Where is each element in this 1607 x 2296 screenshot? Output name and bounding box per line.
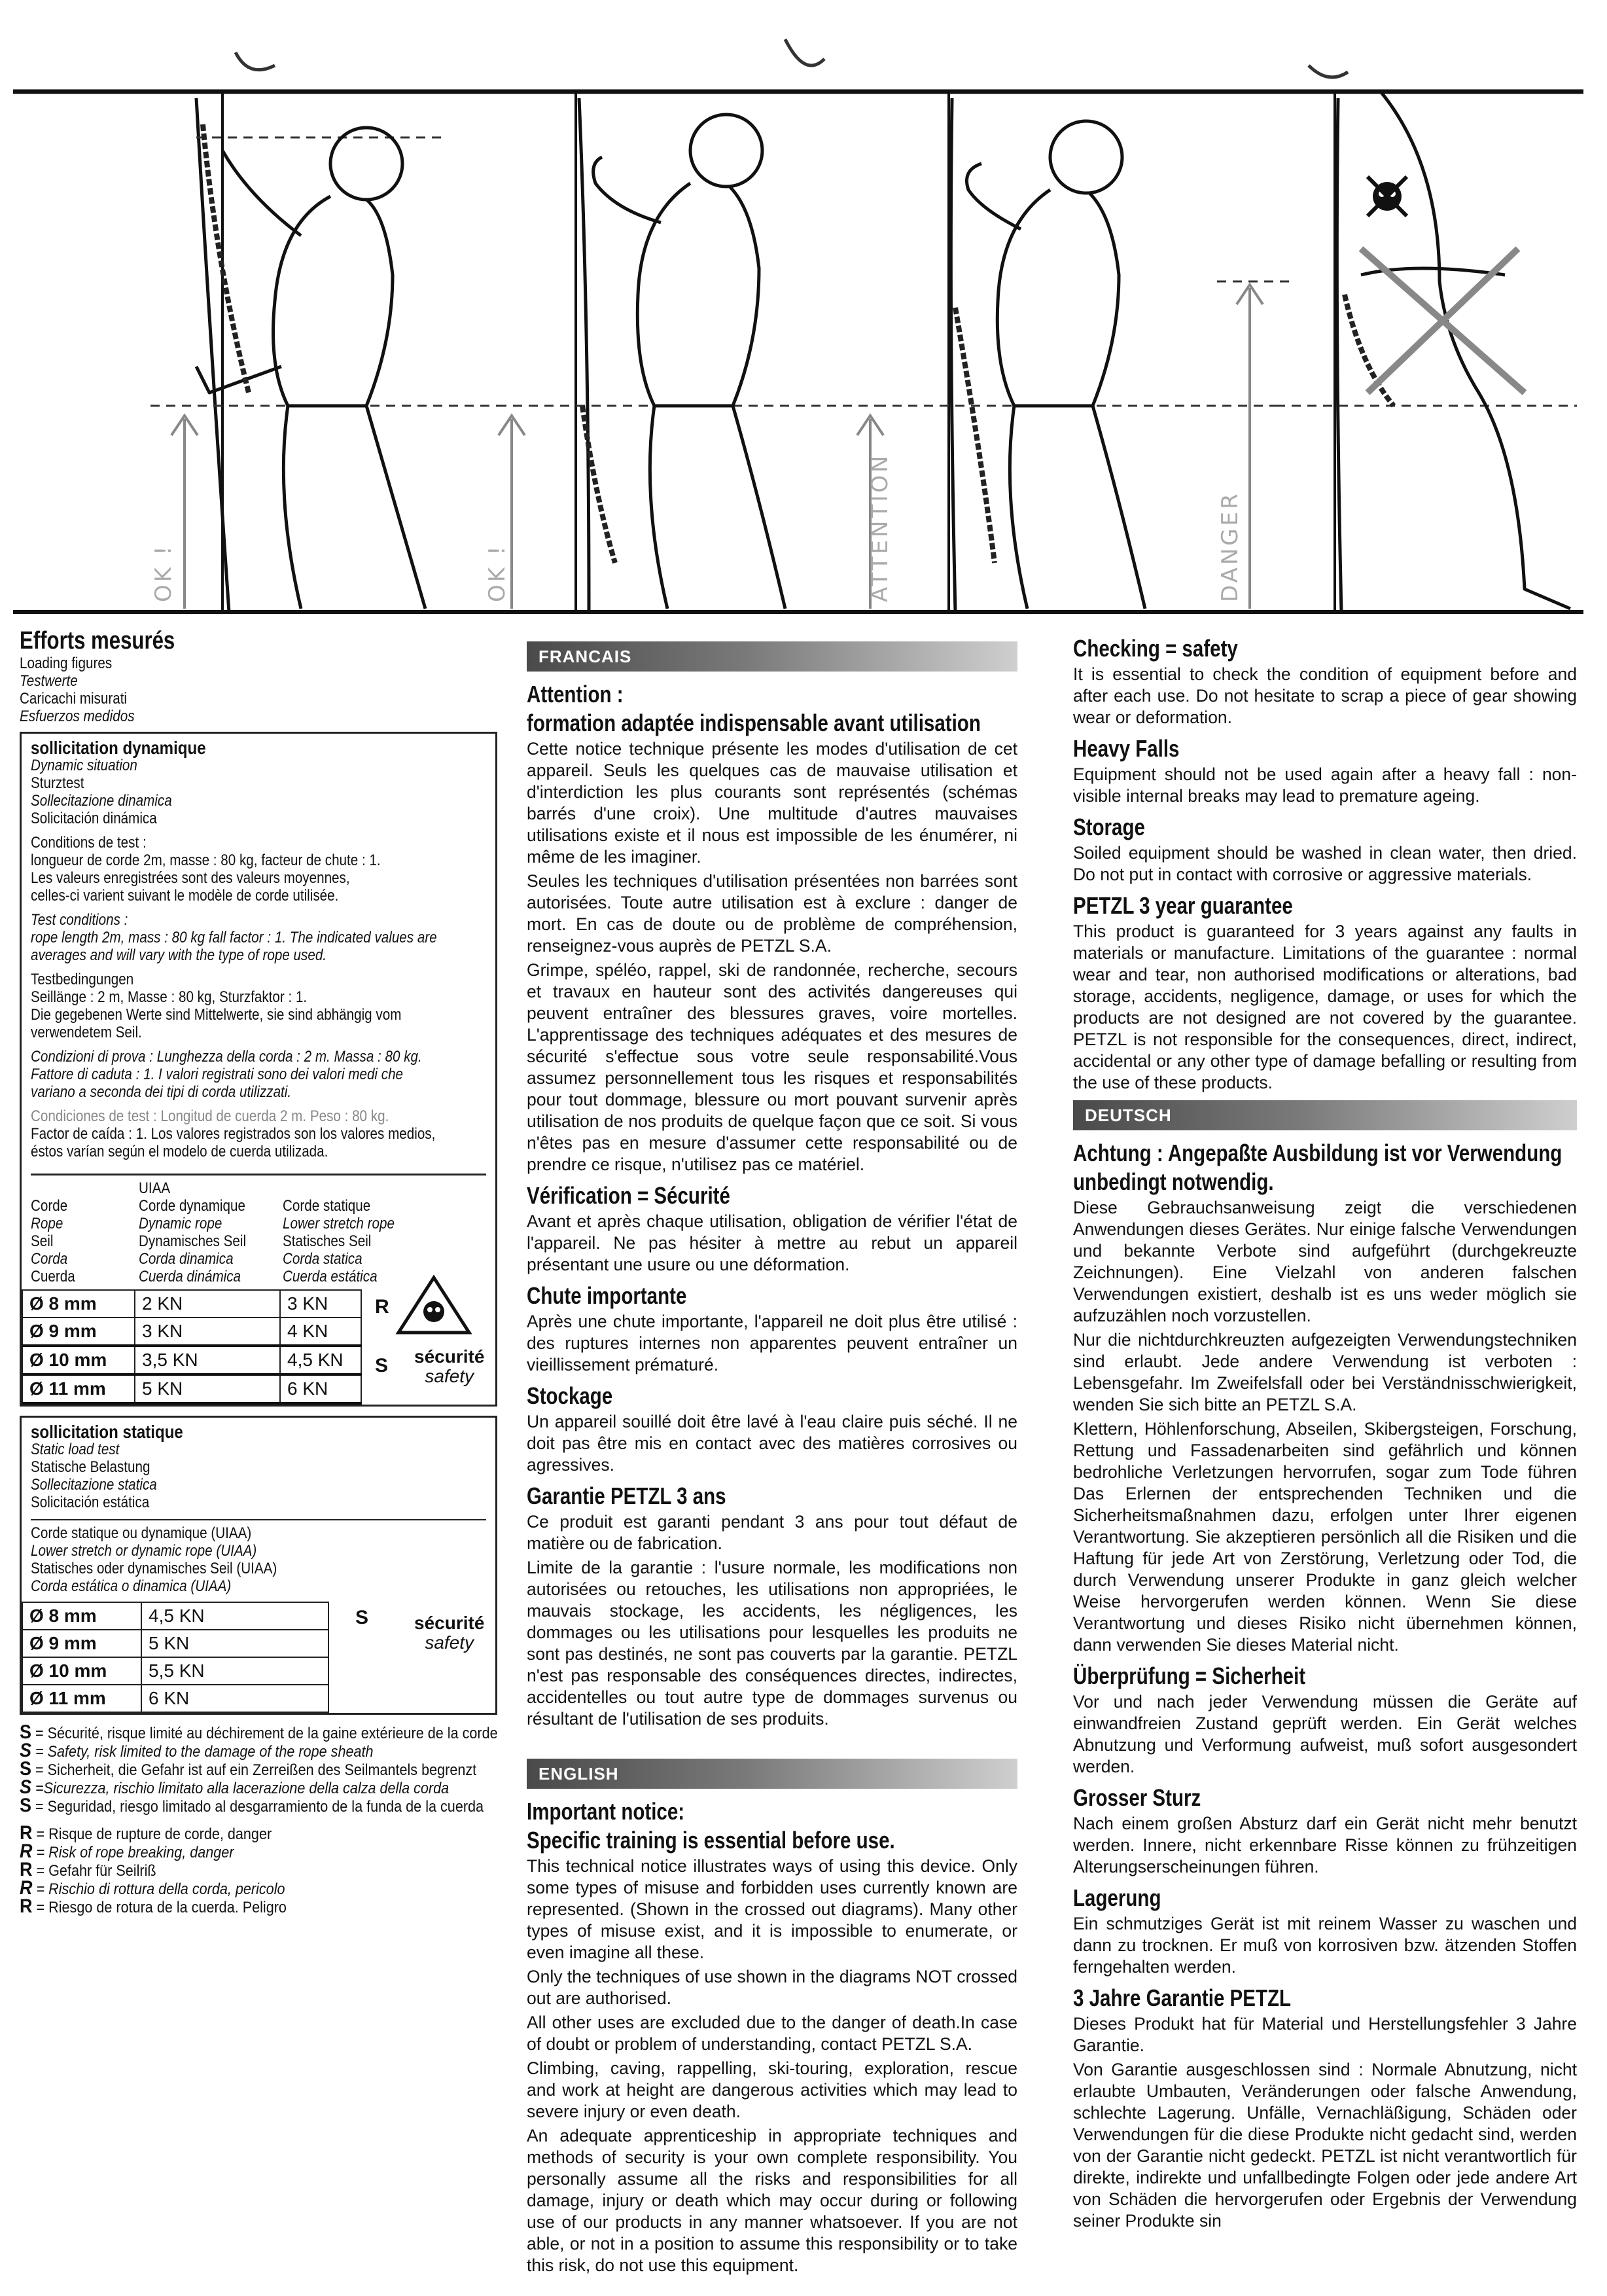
cond-es-1: Condiciones de test : Longitud de cuerda 2 m. Peso : 80 kg. (31, 1107, 389, 1125)
dynamic-values-table (22, 1289, 362, 1405)
de-achtung-1: Achtung : Angepaßte Ausbildung ist vor Verwendung (1073, 1139, 1563, 1166)
dia-cell: Ø 10 mm (22, 1657, 141, 1685)
dyn-cell: 3 KN (135, 1318, 280, 1346)
efforts-title: Efforts mesurés (20, 627, 175, 655)
dynamic-load-box (20, 732, 497, 1407)
h3-en: Lower stretch rope (283, 1215, 395, 1232)
legend-s-es: S = Seguridad, riesgo limitado al desgarramiento de la funda de la cuerda (20, 1795, 484, 1816)
cond-fr-2: Les valeurs enregistrées sont des valeurs moyennes, (31, 869, 350, 887)
legend-r-de: R = Gefahr für Seilriß (20, 1859, 156, 1880)
fr-attention-1: Attention : (527, 681, 624, 708)
cond-it-1: Condizioni di prova : Lunghezza della corda : 2 m. Massa : 80 kg. (31, 1048, 422, 1066)
stat-cell: 4 KN (280, 1318, 361, 1346)
static-rope-de: Statisches oder dynamisches Seil (UIAA) (31, 1560, 277, 1577)
fr-h-stockage: Stockage (527, 1382, 613, 1409)
cond-de-1: Seillänge : 2 m, Masse : 80 kg, Sturzfaktor : 1. (31, 988, 308, 1006)
subtitle-it: Caricachi misurati (20, 690, 128, 708)
uiaa-label: UIAA (139, 1179, 171, 1197)
english-german-column (1073, 635, 1577, 2234)
h3-de: Statisches Seil (283, 1232, 372, 1250)
legend-r-es: R = Riesgo de rotura de la cuerda. Peligro (20, 1895, 287, 1917)
panel-label-attention: ATTENTION (867, 453, 893, 602)
en-p1: This technical notice illustrates ways of using this device. Only some types of misuse and forbidden uses currently known are represented. (Shown in the crossed out diagrams). Many other types of misuse exist, and it is impossible to enumerate, or even imagine all these. (527, 1856, 1017, 1962)
en-h-guarantee: PETZL 3 year guarantee (1073, 892, 1293, 919)
francais-bar: FRANCAIS (527, 641, 1017, 672)
table-row (22, 1374, 361, 1403)
cond-it-2: Fattore di caduta : 1. I valori registrati sono dei valori medi che (31, 1066, 404, 1083)
dyn-cell: 3,5 KN (135, 1346, 280, 1374)
en-p-storage: Soiled equipment should be washed in clean water, then dried. Do not put in contact with corrosive or aggressive materials. (1073, 843, 1577, 884)
dyn-cell: 5 KN (135, 1374, 280, 1403)
fr-h-chute: Chute importante (527, 1282, 687, 1309)
cond-fr-h: Conditions de test : (31, 834, 147, 852)
dynamic-it: Sollecitazione dinamica (31, 792, 172, 810)
en-p2: Only the techniques of use shown in the diagrams NOT crossed out are authorised. (527, 1967, 1017, 2008)
de-achtung-2: unbedingt notwendig. (1073, 1168, 1274, 1195)
h1-fr: Corde (31, 1197, 68, 1215)
h1-it: Corda (31, 1250, 68, 1268)
securite-label: sécurité (414, 1346, 485, 1367)
table-row (22, 1346, 361, 1374)
static-en: Static load test (31, 1441, 120, 1458)
de-h-check: Überprüfung = Sicherheit (1073, 1662, 1306, 1689)
de-p3: Klettern, Höhlenforschung, Abseilen, Skibergsteigen, Forschung, Rettung und Fassadenarbeiten sind gefährlich und können bedrohliche Verletzungen hervorrufen, sogar zum Tode führen Das Erlernen der entsprechenden Techniken und die Sicherheitsmaßnahmen dazu, erfolgen unter Ihrer eigenen Verantwortung. Sie akzeptieren persönlich all die Risiken und die Haftung für jede Art von Zerstörung, Verletzung oder Tod, die durch Verwendung unserer Produkte in ganz gleich welcher Weise hervorgerufen werden können. Wenn Sie diese Verantwortung und dieses Risiko nicht übernehmen können, dann verwenden Sie dieses Material nicht. (1073, 1419, 1577, 1655)
static-de: Statische Belastung (31, 1458, 150, 1476)
dia-cell: Ø 11 mm (22, 1374, 135, 1403)
stat-cell: 4,5 KN (280, 1346, 361, 1374)
fr-h-verif: Vérification = Sécurité (527, 1182, 730, 1209)
cond-en-1: rope length 2m, mass : 80 kg fall factor : 1. The indicated values are (31, 929, 437, 946)
static-it: Sollecitazione statica (31, 1476, 157, 1494)
static-s-marker: S (355, 1607, 369, 1628)
table-row (22, 1602, 328, 1630)
dynamic-en: Dynamic situation (31, 757, 137, 774)
h2-it: Corda dinamica (139, 1250, 234, 1268)
en-notice-1: Important notice: (527, 1798, 685, 1825)
de-p-garantie2: Von Garantie ausgeschlossen sind : Normale Abnutzung, nicht erlaubte Umbauten, Veränderungen oder falsche Anwendung, schlechte Lagerung. Unfälle, Vernachläßigung, Schäden oder Verwendungen für die diese Produkte nicht gedacht sind, werden von der Garantie nicht gedeckt. PETZL ist nicht verantwortlich für direkte, indirekte und unfallbedingte Folgen oder jede andere Art von Schäden die hervorgerufen oder Ergebnis der Verwendung seiner Produkte sin (1073, 2060, 1577, 2231)
static-heading: sollicitation statique (31, 1422, 183, 1442)
french-english-column (527, 641, 1017, 2279)
dia-cell: Ø 8 mm (22, 1602, 141, 1630)
fr-p-garantie2: Limite de la garantie : l'usure normale, les modifications non autorisées ou retouches, les utilisations non appropriées, le mauvais stockage, les accidents, les négligences, les dommages ou les utilisations pour lesquelles les produits ne sont pas destinés, ne sont pas couverts par la garantie. PETZL n'est pas responsable des conséquences directes, indirectes, accidentelles ou tout autre type de dommages survenus ou résultant de l'utilisation de ses produits. (527, 1558, 1017, 1729)
s-marker: S (375, 1355, 389, 1376)
en-p-checking: It is essential to check the condition of equipment before and after each use. Do not hesitate to scrap a piece of gear showing wear or deformation. (1073, 664, 1577, 727)
h1-es: Cuerda (31, 1268, 75, 1285)
dia-cell: Ø 11 mm (22, 1685, 141, 1712)
legend-r-fr: R = Risque de rupture de corde, danger (20, 1822, 272, 1844)
static-load-box (20, 1416, 497, 1715)
table-row (22, 1657, 328, 1685)
h2-fr: Corde dynamique (139, 1197, 245, 1215)
legend-s-fr: S = Sécurité, risque limité au déchirement de la gaine extérieure de la corde (20, 1721, 498, 1743)
fr-p3: Grimpe, spéléo, rappel, ski de randonnée, recherche, secours et travaux en hauteur sont des activités dangereuses qui peuvent entraîner des blessures graves, voire mortelles. L'apprentissage des techniques adéquates et des mesures de sécurité s'effectue sous votre seule responsabilité.Vous assumez personnellement tous les risques et responsabilités pour tout dommage, blessure ou mort pouvant survenir après utilisation de nos produits de quelque façon que ce soit. Si vous n'êtes pas en mesure d'assumer cette responsabilité ou de prendre ce risque, n'utilisez pas ce matériel. (527, 960, 1017, 1174)
en-p4: Climbing, caving, rappelling, ski-touring, exploration, rescue and work at height are dangerous activities which may lead to severe injury or even death. (527, 2058, 1017, 2121)
val-cell: 5,5 KN (141, 1657, 328, 1685)
h1-de: Seil (31, 1232, 54, 1250)
danger-skull-icon (395, 1274, 473, 1339)
cond-fr-1: longueur de corde 2m, masse : 80 kg, facteur de chute : 1. (31, 852, 381, 869)
h1-en: Rope (31, 1215, 63, 1232)
cond-fr-3: celles-ci varient suivant le modèle de corde utilisée. (31, 887, 339, 905)
cond-en-h: Test conditions : (31, 911, 128, 929)
de-p-sturz: Nach einem großen Absturz darf ein Gerät nicht mehr benutzt werden. Innere, nicht erkennbare Risse können zu frühzeitigen Alterungserscheinungen führen. (1073, 1814, 1577, 1876)
cond-de-2: Die gegebenen Werte sind Mittelwerte, sie sind abhängig vom (31, 1006, 402, 1024)
fr-attention-2: formation adaptée indispensable avant utilisation (527, 709, 981, 736)
r-marker: R (375, 1296, 389, 1318)
h3-fr: Corde statique (283, 1197, 371, 1215)
table-row (22, 1318, 361, 1346)
de-p-check: Vor und nach jeder Verwendung müssen die Geräte auf einwandfreien Zustand geprüft werden. Ein Gerät welches Abnutzung und Verformung aufweist, muß sofort ausgesondert werden. (1073, 1692, 1577, 1776)
panel-label-ok-1: OK ! (150, 543, 177, 602)
cond-es-2: Factor de caída : 1. Los valores registrados son los valores medios, (31, 1125, 436, 1143)
dyn-cell: 2 KN (135, 1290, 280, 1318)
cond-de-h: Testbedingungen (31, 971, 134, 988)
static-rope-fr: Corde statique ou dynamique (UIAA) (31, 1524, 252, 1542)
val-cell: 6 KN (141, 1685, 328, 1712)
dia-cell: Ø 10 mm (22, 1346, 135, 1374)
legend-r-it: R = Rischio di rottura della corda, pericolo (20, 1877, 285, 1899)
legend-s-it: S =Sicurezza, rischio limitato alla lacerazione della calza della corda (20, 1776, 450, 1798)
fr-p-garantie1: Ce produit est garanti pendant 3 ans pour tout défaut de matière ou de fabrication. (527, 1512, 1017, 1553)
rope-header (31, 1174, 486, 1285)
h2-es: Cuerda dinámica (139, 1268, 241, 1285)
de-p-lagerung: Ein schmutziges Gerät ist mit reinem Wasser zu waschen und dann zu trocknen. Er muß von korrosiven bzw. ätzenden Stoffen ferngehalten werden. (1073, 1914, 1577, 1977)
de-p2: Nur die nichtdurchkreuzten aufgezeigten Verwendungstechniken sind erlaubt. Jede andere Verwendung ist verboten : Lebensgefahr. Im Zweifelsfall oder bei Verständnisschwierigkeit, wenden Sie sich bitte an PETZL S.A. (1073, 1330, 1577, 1414)
table-row (22, 1290, 361, 1318)
panel-label-danger: DANGER (1217, 491, 1243, 602)
static-rope-it: Corda estática o dinamica (UIAA) (31, 1577, 232, 1595)
fr-p1: Cette notice technique présente les modes d'utilisation de cet appareil. Seuls les quelques cas de mauvaise utilisation et d'interdiction les plus courants sont représentés (schémas barrés d'une croix). Une multitude d'autres mauvaises utilisations existe et il nous est impossible de les énumérer, ni même de les imaginer. (527, 739, 1017, 867)
table-row (22, 1630, 328, 1657)
de-h-garantie: 3 Jahre Garantie PETZL (1073, 1984, 1292, 2011)
static-safety-label: safety (425, 1632, 474, 1653)
legend-s-en: S = Safety, risk limited to the damage of the rope sheath (20, 1740, 374, 1761)
val-cell: 4,5 KN (141, 1602, 328, 1630)
skull-icon (1368, 177, 1407, 216)
table-row (22, 1685, 328, 1712)
subtitle-en: Loading figures (20, 655, 113, 672)
deutsch-bar: DEUTSCH (1073, 1100, 1577, 1130)
en-p-falls: Equipment should not be used again after a heavy fall : non-visible internal breaks may lead to premature ageing. (1073, 764, 1577, 806)
h3-it: Corda statica (283, 1250, 362, 1268)
static-es: Solicitación estática (31, 1494, 150, 1511)
fall-factor-illustration (0, 0, 1607, 619)
legend (20, 1721, 498, 1917)
fr-p-stockage: Un appareil souillé doit être lavé à l'eau claire puis séché. Il ne doit pas être mis en contact avec des matières corrosives ou agressives. (527, 1412, 1017, 1475)
en-h-storage: Storage (1073, 814, 1145, 840)
de-p1: Diese Gebrauchsanweisung zeigt die verschiedenen Anwendungen dieses Gerätes. Nur einige falsche Verwendungen und bekannte Verbote sind aufgeführt (durchgekreuzte Zeichnungen). Eine Vielzahl von anderen falschen Verwendungen existiert, deshalb ist es uns weder möglich sie aufzuzählen noch vorzustellen. (1073, 1198, 1577, 1325)
legend-r-en: R = Risk of rope breaking, danger (20, 1840, 234, 1862)
cond-en-2: averages and will vary with the type of rope used. (31, 946, 327, 964)
dia-cell: Ø 9 mm (22, 1318, 135, 1346)
h2-en: Dynamic rope (139, 1215, 222, 1232)
fr-p2: Seules les techniques d'utilisation présentées non barrées sont autorisées. Toute autre utilisation est à exclure : danger de mort. En cas de doute ou de problème de compréhension, renseignez-vous auprès de PETZL S.A. (527, 871, 1017, 956)
panel-label-ok-2: OK ! (484, 543, 510, 602)
val-cell: 5 KN (141, 1630, 328, 1657)
fr-p-verif: Avant et après chaque utilisation, obligation de vérifier l'état de l'appareil. Ne pas hésiter à mettre au rebut un appareil présentant une usure ou une déformation. (527, 1211, 1017, 1274)
english-bar: ENGLISH (527, 1759, 1017, 1789)
de-h-lagerung: Lagerung (1073, 1884, 1161, 1911)
h3-es: Cuerda estática (283, 1268, 378, 1285)
en-h-falls: Heavy Falls (1073, 735, 1180, 762)
dia-cell: Ø 8 mm (22, 1290, 135, 1318)
cond-it-3: variano a seconda dei tipi di corda utilizzati. (31, 1083, 292, 1101)
de-h-sturz: Grosser Sturz (1073, 1784, 1201, 1811)
dynamic-es: Solicitación dinámica (31, 810, 157, 827)
h2-de: Dynamisches Seil (139, 1232, 247, 1250)
cond-de-3: verwendetem Seil. (31, 1024, 142, 1041)
fr-h-garantie: Garantie PETZL 3 ans (527, 1482, 726, 1509)
fr-p-chute: Après une chute importante, l'appareil ne doit plus être utilisé : des ruptures internes non apparentes peuvent entraîner un vieillissement prématuré. (527, 1312, 1017, 1374)
stat-cell: 6 KN (280, 1374, 361, 1403)
subtitle-es: Esfuerzos medidos (20, 708, 135, 725)
cond-es-3: éstos varían según el modelo de cuerda utilizada. (31, 1143, 328, 1160)
loading-figures-column (20, 627, 497, 1916)
subtitle-de: Testwerte (20, 672, 78, 690)
en-h-checking: Checking = safety (1073, 635, 1238, 662)
de-p-garantie1: Dieses Produkt hat für Material und Herstellungsfehler 3 Jahre Garantie. (1073, 2014, 1577, 2055)
static-values-table (22, 1602, 329, 1713)
static-securite-label: sécurité (414, 1613, 485, 1633)
en-notice-2: Specific training is essential before use. (527, 1827, 895, 1854)
static-rope-en: Lower stretch or dynamic rope (UIAA) (31, 1542, 257, 1560)
dia-cell: Ø 9 mm (22, 1630, 141, 1657)
legend-s-de: S = Sicherheit, die Gefahr ist auf ein Zerreißen des Seilmantels begrenzt (20, 1758, 477, 1780)
en-p3: All other uses are excluded due to the danger of death.In case of doubt or problem of understanding, contact PETZL S.A. (527, 2013, 1017, 2054)
en-p5: An adequate apprenticeship in appropriate techniques and methods of security is your own complete responsibility. You personally assume all the risks and responsibilities for all damage, injury or death which may occur during or following use of our products in any manner whatsoever. If you are not able, or not in a position to assume this responsibility or to take this risk, do not use this equipment. (527, 2126, 1017, 2275)
en-p-guarantee: This product is guaranteed for 3 years against any faults in materials or manufacture. Limitations of the guarantee : normal wear and tear, non authorised modifications or alterations, bad storage, accidents, negligence, damage, or uses for which the products are not designed are not covered by the guarantee. PETZL is not responsible for the consequences, direct, indirect, accidental or any other type of damage befalling or resulting from the use of these products. (1073, 922, 1577, 1092)
safety-label: safety (425, 1366, 474, 1386)
dynamic-heading: sollicitation dynamique (31, 738, 206, 758)
illustration-strip (0, 0, 1607, 619)
dynamic-de: Sturztest (31, 774, 84, 792)
stat-cell: 3 KN (280, 1290, 361, 1318)
